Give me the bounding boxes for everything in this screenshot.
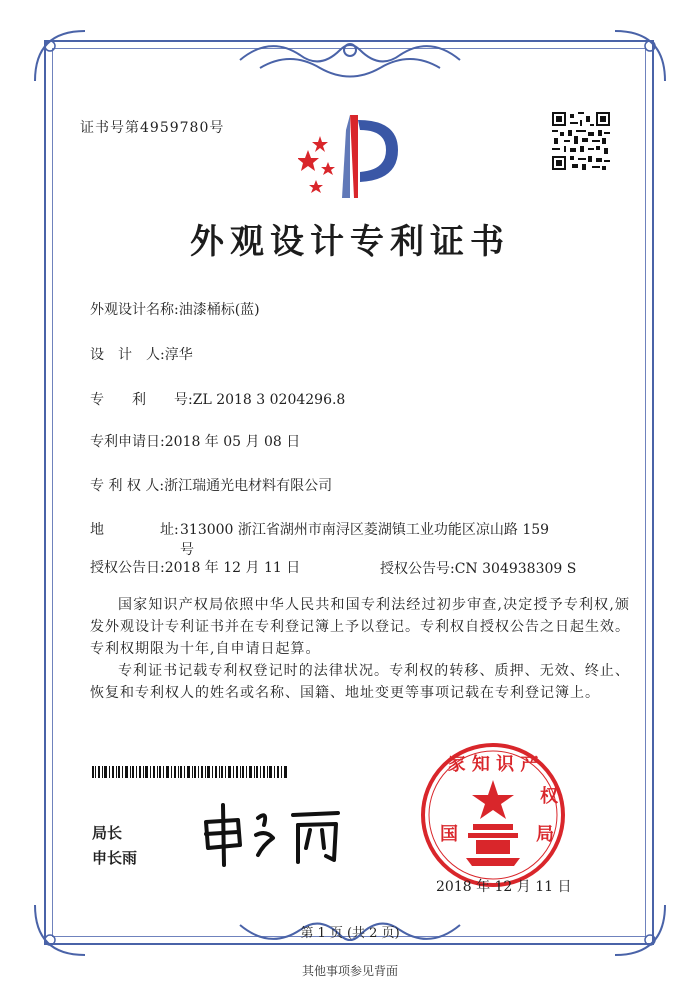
filing-date-value: 2018 年 05 月 08 日 <box>164 434 301 450</box>
signature-icon <box>198 800 348 870</box>
seal-date: 2018 年 12 月 11 日 <box>436 879 572 895</box>
address-label: 地 址: <box>90 522 179 538</box>
director-title: 局长 <box>92 824 123 842</box>
patentee-label: 专 利 权 人: <box>90 478 165 494</box>
patentee-row <box>90 476 332 496</box>
grant-number-label: 授权公告号: <box>380 561 455 577</box>
cnipa-logo-icon <box>298 110 408 200</box>
patentee-value: 浙江瑞通光电材料有限公司 <box>164 478 333 494</box>
qr-code-icon <box>552 112 610 170</box>
grant-statement-paragraph: 国家知识产权局依照中华人民共和国专利法经过初步审查,决定授予专利权,颁发外观设计专利证书并在专利登记簿上予以登记。专利权自授权公告之日起生效。专利权期限为十年,自申请日起算。 <box>90 597 630 657</box>
grant-date-row <box>90 558 300 578</box>
certificate-number: 证书号第4959780号 <box>80 120 225 136</box>
footnote: 其他事项参见背面 <box>301 964 398 978</box>
corner-ornament-icon <box>30 26 90 86</box>
grant-number-row <box>380 558 576 578</box>
designer-row <box>90 345 193 365</box>
svg-text:权: 权 <box>540 786 558 807</box>
design-name-label: 外观设计名称: <box>90 302 179 318</box>
design-name-value: 油漆桶标(蓝) <box>178 302 260 318</box>
svg-text:家 知 识 产: 家 知 识 产 <box>447 754 539 775</box>
address-row <box>90 520 179 540</box>
designer-value: 淳华 <box>164 347 193 363</box>
top-ornament-icon <box>230 30 470 90</box>
legal-status-paragraph: 专利证书记载专利权登记时的法律状况。专利权的转移、质押、无效、终止、恢复和专利权人的姓名或名称、国籍、地址变更等事项记载在专利登记簿上。 <box>90 663 630 701</box>
patent-number-label: 专 利 号: <box>90 392 193 408</box>
address-value: 313000 浙江省湖州市南浔区菱湖镇工业功能区凉山路 159 号 <box>180 522 550 558</box>
designer-label: 设 计 人: <box>90 347 165 363</box>
director-name: 申长雨 <box>92 849 138 867</box>
svg-text:局: 局 <box>536 824 554 845</box>
corner-ornament-icon <box>610 26 670 86</box>
patent-number-value: ZL 2018 3 0204296.8 <box>192 392 346 408</box>
filing-date-label: 专利申请日: <box>90 434 165 450</box>
document-title: 外观设计专利证书 <box>190 222 510 262</box>
grant-date-value: 2018 年 12 月 11 日 <box>164 560 301 576</box>
grant-number-value: CN 304938309 S <box>454 561 577 577</box>
grant-date-label: 授权公告日: <box>90 560 165 576</box>
svg-text:国: 国 <box>440 824 458 845</box>
design-name-row <box>90 300 260 320</box>
patent-number-row <box>90 390 345 410</box>
barcode-icon <box>92 766 287 778</box>
official-seal-icon <box>418 740 568 890</box>
page-number: 第 1 页 (共 2 页) <box>300 926 400 941</box>
filing-date-row <box>90 432 300 452</box>
